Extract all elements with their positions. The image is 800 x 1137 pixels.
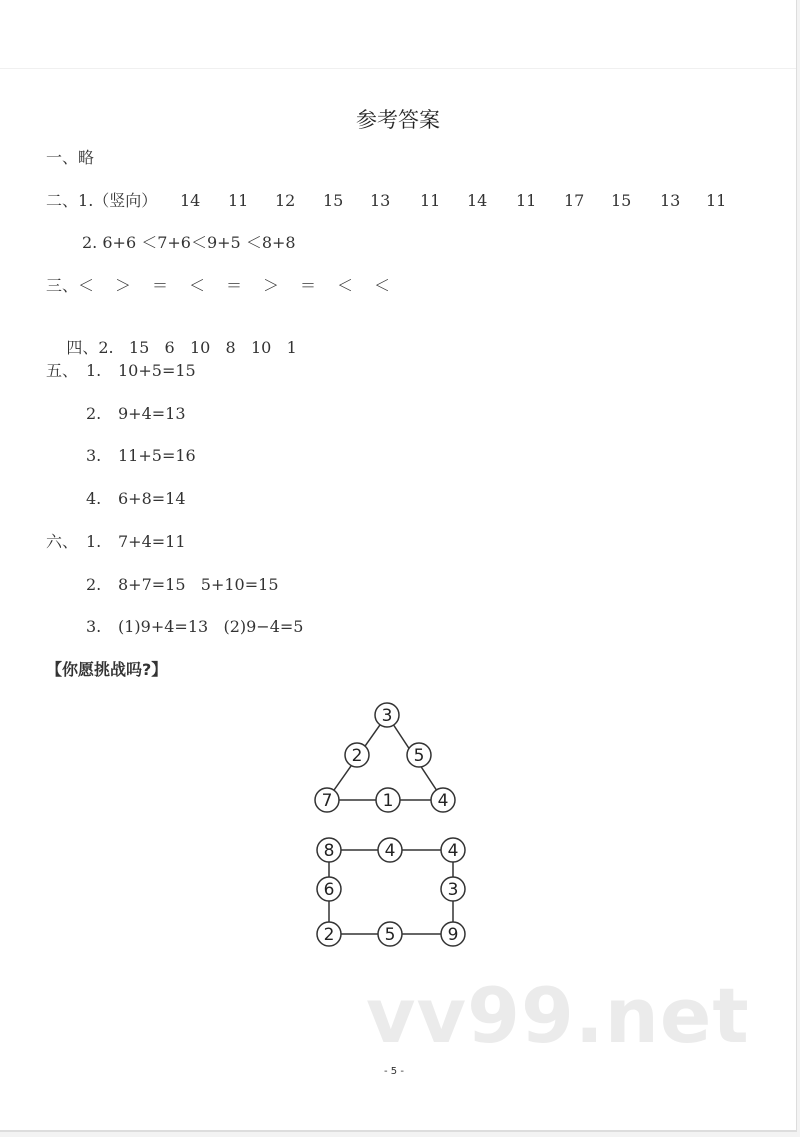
equation: 10+5=15 [118,361,196,380]
section-6-label: 六、 [46,532,79,551]
item-number: 2. [86,403,102,423]
circle-number: 3 [447,880,459,900]
circle-number: 1 [382,791,394,811]
equation: 9+4=13 [118,403,186,423]
item-number: 1. [86,361,102,380]
section-5-label: 五、 [46,361,79,380]
section-2-q2: 2. 6+6 ＜7+6＜9+5 ＜8+8 [82,233,296,252]
circle-number: 6 [323,880,335,900]
section-label: 四、 [66,338,99,357]
comparison-symbol: ＝ [300,276,317,295]
number-circle [407,743,431,767]
circle-number: 4 [447,841,459,861]
circle-number: 4 [384,841,396,861]
comparison-symbol: ＞ [263,276,280,295]
equation: (1)9+4=13 (2)9−4=5 [118,617,304,637]
answer-text: 2. 15 6 10 8 10 1 [98,338,297,357]
section-label: 三、 [46,276,79,295]
answer-value: 11 [228,191,249,210]
equation: 6+8=14 [118,489,186,509]
comparison-symbol: ＝ [226,276,243,295]
watermark: vv99.net [366,971,750,1060]
number-circle [315,788,339,812]
circle-number: 3 [381,706,393,726]
section-label: 二、 [46,191,79,210]
circle-number: 7 [321,791,333,811]
equation: 8+7=15 5+10=15 [118,574,279,594]
number-circle [378,838,402,862]
number-circle [317,922,341,946]
answer-value: 11 [420,191,441,210]
circle-number: 5 [413,746,425,766]
circle-number: 4 [437,791,449,811]
section-label: 一、 [46,148,79,167]
circle-number: 2 [323,925,335,945]
answer-value: 13 [660,191,681,210]
answer-value: 15 [611,191,632,210]
item-number: 3. [86,446,102,466]
comparison-symbol: ＜ [189,276,206,295]
item-number: 1. [86,532,102,551]
circle-number: 9 [447,925,459,945]
circle-number: 8 [323,841,335,861]
number-circle [441,838,465,862]
answer-value: 14 [180,191,201,210]
answer-value: 15 [323,191,344,210]
comparison-symbol: ＞ [115,276,132,295]
number-circle [431,788,455,812]
comparison-symbol: ＜ [78,276,95,295]
answer-text: 略 [78,148,95,167]
comparison-symbol: ＜ [374,276,391,295]
comparison-symbol: ＜ [337,276,354,295]
number-circle [441,877,465,901]
answer-value: 13 [370,191,391,210]
number-circle [317,838,341,862]
number-circle [441,922,465,946]
number-circle [345,743,369,767]
page-number: - 5 - [384,1066,404,1077]
answer-value: 11 [706,191,727,210]
item-number: 2. [86,574,102,594]
item-number: 3. [86,617,102,637]
comparison-symbol: ＝ [152,276,169,295]
answer-value: 14 [467,191,488,210]
number-circle [317,877,341,901]
answer-value: 17 [564,191,585,210]
number-circle [378,922,402,946]
number-circle [376,788,400,812]
question-label: 1.（竖向） [78,191,158,210]
equation: 11+5=16 [118,446,196,466]
equation: 7+4=11 [118,532,186,551]
number-circle [375,703,399,727]
page-title: 参考答案 [356,108,440,132]
answer-value: 11 [516,191,537,210]
circle-number: 5 [384,925,396,945]
circle-number: 2 [351,746,363,766]
challenge-heading: 【你愿挑战吗?】 [46,660,168,679]
answer-value: 12 [275,191,296,210]
item-number: 4. [86,489,102,509]
